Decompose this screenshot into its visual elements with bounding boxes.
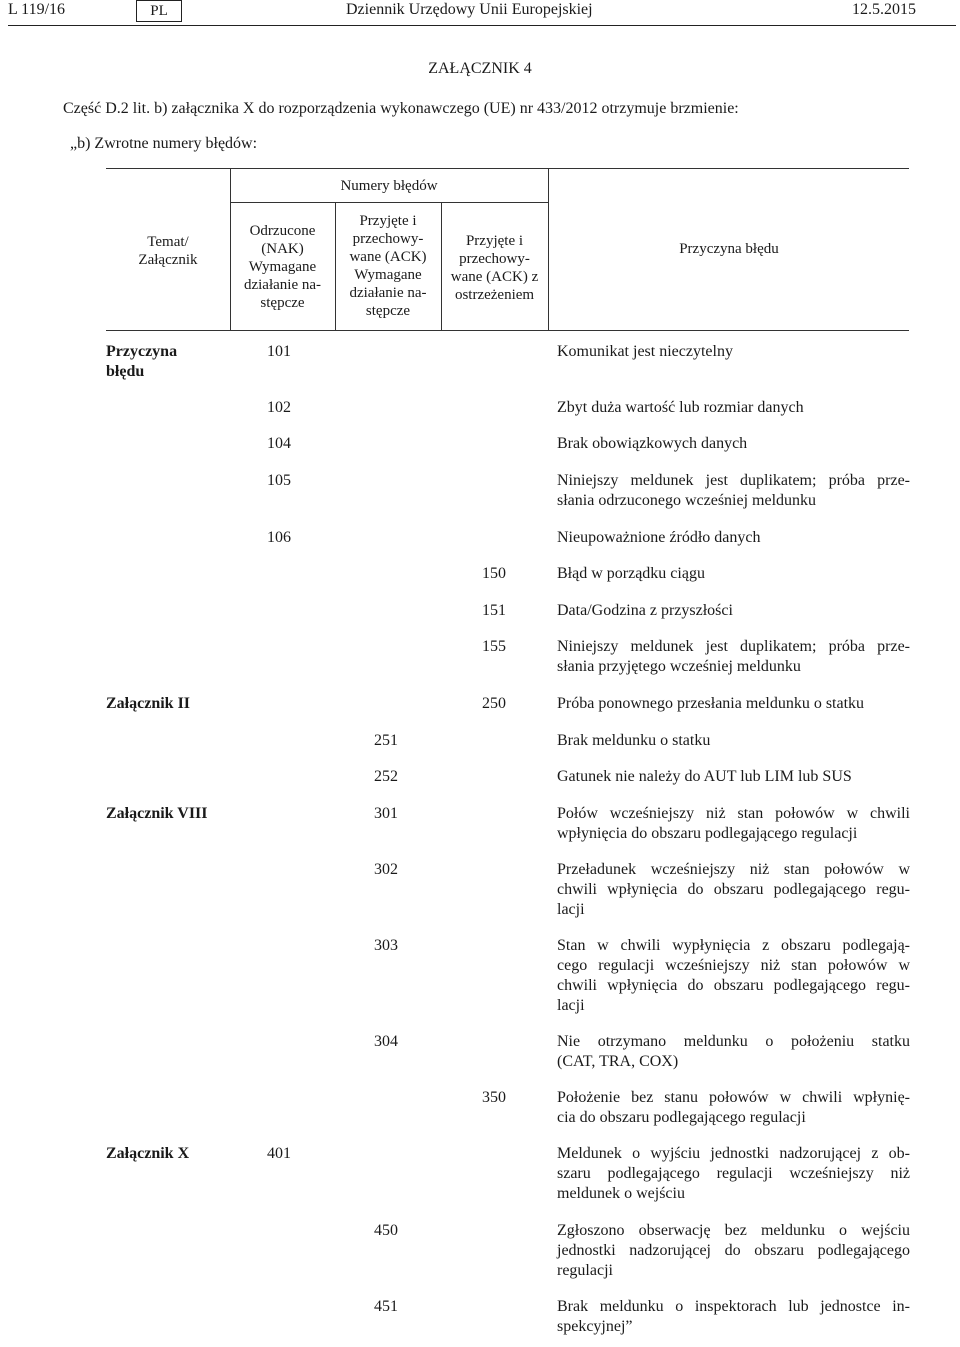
error-reason: Komunikat jest nieczytelny: [557, 343, 733, 360]
col-header-ack-action: Przyjęte i przechowy- wane (ACK) Wymagane działanie na- stępcze: [349, 213, 427, 319]
error-code: 451: [374, 1298, 398, 1315]
error-code: 102: [267, 399, 291, 416]
error-reason: Stan w chwili wypłynięcia z obszaru podlegają- cego regulacji wcześniejszy niż stan połowów w chwili wpłynięcia do obszaru podlegającego regu- lacji: [557, 937, 910, 1014]
error-code: 106: [267, 529, 291, 546]
error-reason: Nieupoważnione źródło danych: [557, 529, 761, 546]
error-reason: Brak meldunku o statku: [557, 732, 711, 749]
group-header-rule: [230, 202, 548, 203]
error-code: 302: [374, 861, 398, 878]
publication-date: 12.5.2015: [852, 1, 916, 18]
annex-title: ZAŁĄCZNIK 4: [428, 60, 532, 77]
page-number: L 119/16: [8, 1, 66, 18]
error-code: 250: [482, 695, 506, 712]
error-code: 304: [374, 1033, 398, 1050]
error-code: 101: [267, 343, 291, 360]
intro-heading: „b) Zwrotne numery błędów:: [70, 135, 258, 152]
error-reason: Próba ponownego przesłania meldunku o statku: [557, 695, 865, 712]
error-code: 104: [267, 435, 291, 452]
journal-title: Dziennik Urzędowy Unii Europejskiej: [346, 1, 593, 18]
row-topic: Załącznik II: [106, 695, 191, 712]
header-bottom-rule: [106, 330, 909, 331]
row-topic: Załącznik VIII: [106, 805, 208, 822]
group-header-error-numbers: Numery błędów: [340, 178, 438, 194]
error-reason: Gatunek nie należy do AUT lub LIM lub SUS: [557, 768, 852, 785]
error-reason: Data/Godzina z przyszłości: [557, 602, 733, 619]
error-reason: Zbyt duża wartość lub rozmiar danych: [557, 399, 804, 416]
error-reason: Zgłoszono obserwację bez meldunku o wejściu jednostki nadzorującej do obszaru podlegającego regulacji: [557, 1222, 910, 1279]
error-reason: Połów wcześniejszy niż stan połowów w chwili wpłynięcia do obszaru podlegającego regulacji: [557, 805, 910, 842]
col-header-ack-warning: Przyjęte i przechowy- wane (ACK) z ostrzeżeniem: [450, 233, 539, 303]
col-header-nak: Odrzucone (NAK) Wymagane działanie na- stępcze: [243, 223, 322, 311]
error-code: 401: [267, 1145, 291, 1162]
error-code: 450: [374, 1222, 398, 1239]
col-header-topic: Temat/ Załącznik: [138, 234, 198, 268]
error-code: 303: [374, 937, 398, 954]
error-reason: Błąd w porządku ciągu: [557, 565, 705, 582]
language-badge: PL: [136, 0, 182, 22]
error-code: 252: [374, 768, 398, 785]
error-code: 150: [482, 565, 506, 582]
col-header-reason: Przyczyna błędu: [679, 241, 779, 257]
row-topic: Przyczyna błędu: [106, 343, 178, 380]
error-code: 350: [482, 1089, 506, 1106]
error-code: 301: [374, 805, 398, 822]
error-reason: Brak obowiązkowych danych: [557, 435, 748, 452]
error-reason: Położenie bez stanu połowów w chwili wpłynię- cia do obszaru podlegającego regulacji: [557, 1089, 910, 1126]
error-code: 251: [374, 732, 398, 749]
error-reason: Niniejszy meldunek jest duplikatem; próba prze- słania przyjętego wcześniej meldunku: [557, 638, 910, 675]
error-reason: Niniejszy meldunek jest duplikatem; próba prze- słania odrzuconego wcześniej meldunku: [557, 472, 910, 509]
intro-text: Część D.2 lit. b) załącznika X do rozporządzenia wykonawczego (UE) nr 433/2012 otrzymuje brzmienie:: [63, 100, 739, 117]
error-reason: Meldunek o wyjściu jednostki nadzorującej z ob- szaru podlegającego regulacji wcześniejszy niż meldunek o wejściu: [557, 1145, 910, 1202]
table-top-rule: [106, 168, 909, 169]
error-reason: Brak meldunku o inspektorach lub jednostce in- spekcyjnej”: [557, 1298, 910, 1335]
error-reason: Nie otrzymano meldunku o położeniu statku (CAT, TRA, COX): [557, 1033, 910, 1070]
error-code: 151: [482, 602, 506, 619]
row-topic: Załącznik X: [106, 1145, 190, 1162]
error-code: 105: [267, 472, 291, 489]
error-code: 155: [482, 638, 506, 655]
error-reason: Przeładunek wcześniejszy niż stan połowów w chwili wpłynięcia do obszaru podlegającego regu- lacji: [557, 861, 910, 918]
